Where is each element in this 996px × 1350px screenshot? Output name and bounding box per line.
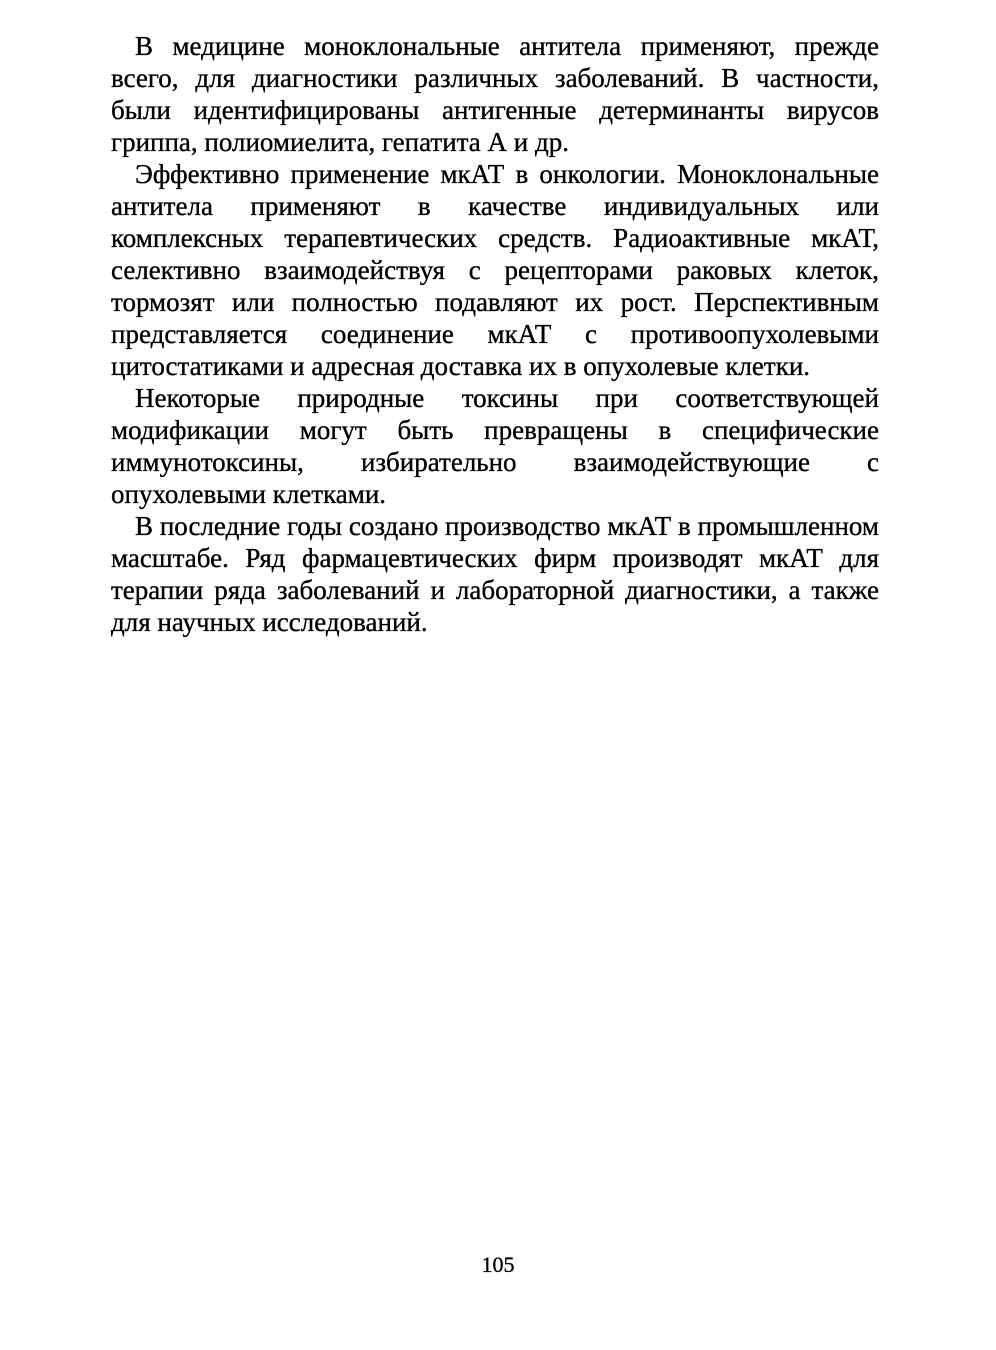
paragraph-immunotoxins: Некоторые природные токсины при соответствующей модификации могут быть превращены в специфические иммунотоксины, избирательно взаимодействующие с опухолевыми клетками. — [111, 383, 879, 509]
paragraph-diagnostics: В медицине моноклональные антитела применяют, прежде всего, для диагностики различных заболеваний. В частности, были идентифицированы антигенные детерминанты вирусов гриппа, полиомиелита, гепатита А и др. — [111, 31, 879, 157]
page-number: 105 — [481, 1252, 515, 1277]
paragraph-oncology: Эффективно применение мкАТ в онкологии. Моноклональные антитела применяют в качестве индивидуальных или комплексных терапевтических средств. Радиоактивные мкАТ, селективно взаимодействуя с рецепторами раковых клеток, тормозят или полностью подавляют их рост. Перспективным представляется соединение мкАТ с противоопухолевыми цитостатиками и адресная доставка их в опухолевые клетки. — [111, 159, 879, 381]
paragraph-production: В последние годы создано производство мкАТ в промышленном масштабе. Ряд фармацевтических фирм производят мкАТ для терапии ряда заболеваний и лабораторной диагностики, а также для научных исследований. — [111, 511, 879, 637]
body-text — [111, 30, 879, 638]
